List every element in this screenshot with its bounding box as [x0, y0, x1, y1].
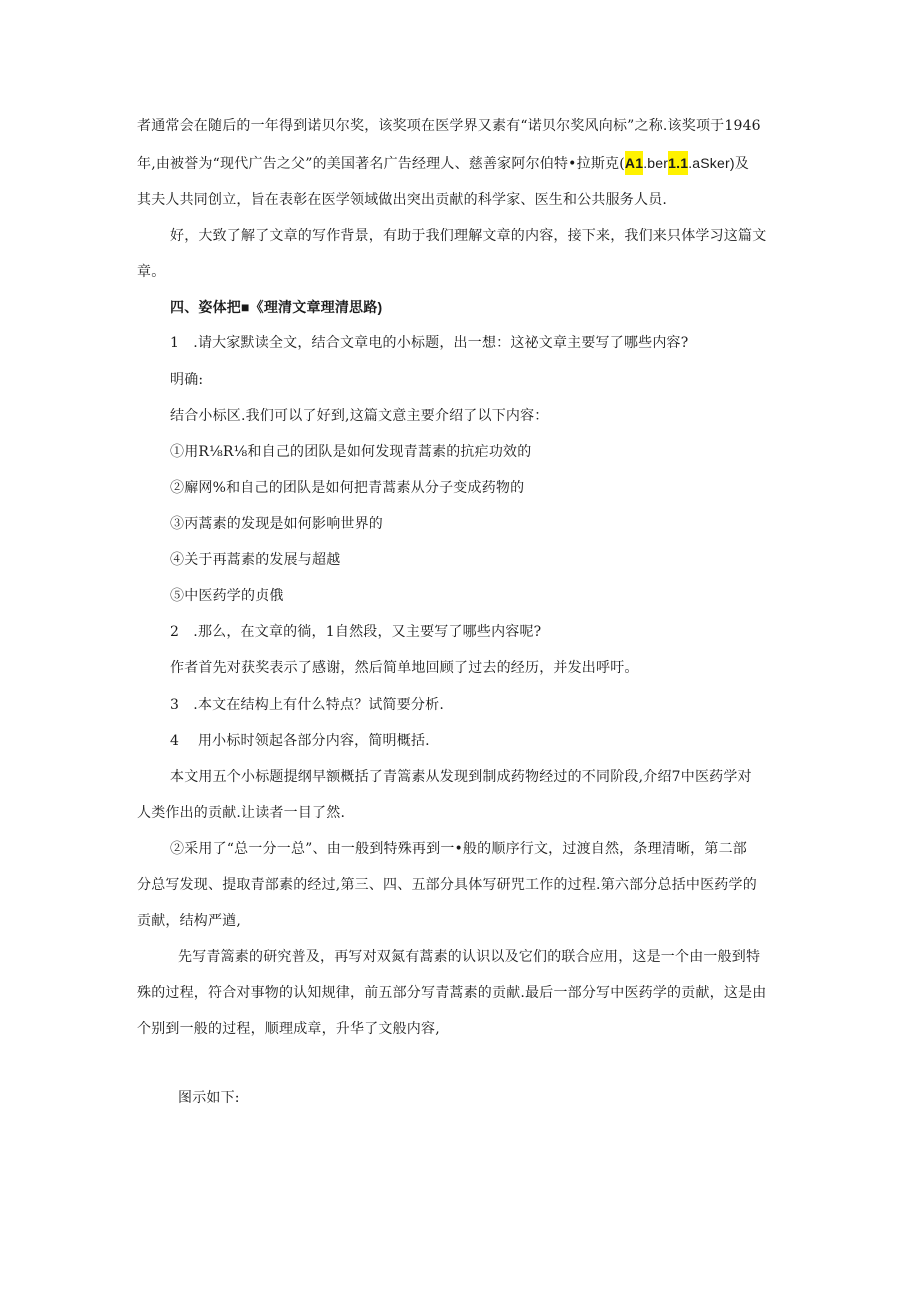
answer-2: 作者首先对获奖表示了感谢，然后简单地回顾了过去的经历，并发出呼吁。: [170, 660, 639, 676]
paragraph-line: 分总写发现、提取青部素的经过,第三、四、五部分具体写研咒工作的过程.第六部分总括中医药学的: [137, 877, 757, 893]
list-item: ①用R⅛R⅛和自己的团队是如何发现青蒿素的抗疟功效的: [170, 444, 532, 460]
paragraph-line: 个别到一般的过程，顺理成章，升华了文般内容,: [137, 1021, 440, 1037]
paragraph-line: ②采用了“总一分一总”、由一般到特殊再到一•般的顺序行文，过渡自然，条理清晰，第二部: [170, 841, 747, 857]
question-4: 4 用小标时领起各部分内容，简明概括.: [170, 733, 430, 749]
list-intro: 结合小标区.我们可以了好到,这篇文意主要介绍了以下内容：: [170, 408, 549, 424]
question-2: 2 .那么，在文章的徜，1自然段，又主要写了哪些内容呢?: [170, 624, 542, 640]
section-heading: 四、姿体把■《理清文章理清思路): [170, 299, 383, 315]
paragraph-line: 人类作出的贡献.让读者一目了然.: [137, 805, 346, 821]
list-item: ②廨网%和自己的团队是如何把青蒿素从分子变成药物的: [170, 480, 525, 496]
paragraph-line: 者通常会在随后的一年得到诺贝尔奖，该奖项在医学界又素有“诺贝尔奖风向标”之称.该奖项于1946: [137, 118, 761, 134]
paragraph-line: 殊的过程，符合对事物的认知规律，前五部分写青蒿素的贡献.最后一部分写中医药学的贡献，这是由: [137, 985, 767, 1001]
paragraph-line: 先写青篙素的研究普及，再写对双氮有蒿素的认识以及它们的联合应用，这是一个由一般到特: [178, 949, 761, 965]
list-item: ③丙蒿素的发现是如何影响世界的: [170, 516, 383, 532]
highlighted-text: A1: [625, 151, 643, 175]
list-item: ④关于再蒿素的发展与超越: [170, 552, 341, 568]
paragraph-line: 好，大致了解了文章的写作背景，有助于我们理解文章的内容，接下来，我们来只体学习这篇文: [170, 228, 767, 244]
question-1: 1 .请大家默读全文，结合文章电的小标题，出一想：这祕文章主要写了哪些内容?: [170, 335, 689, 351]
paragraph-line: 章。: [137, 264, 166, 280]
paragraph-line: [137, 153, 797, 174]
highlighted-text: 1.1: [668, 151, 688, 175]
diagram-label: 图示如下:: [178, 1090, 240, 1106]
paragraph-line: 其夫人共同创立，旨在表彰在医学领域做出突出贡献的科学家、医生和公共服务人员.: [137, 192, 668, 208]
text-segment: .aSker)及: [688, 155, 749, 171]
question-3: 3 .本文在结构上有什么特点？试简要分析.: [170, 697, 445, 713]
text-segment: .ber: [643, 155, 669, 171]
list-item: ⑤中医药学的贞俄: [170, 588, 284, 604]
paragraph-line: 贡献，结构严遒,: [137, 913, 242, 929]
text-segment: 年,由被誉为“现代广告之父”的美国著名广告经理人、慈善家阿尔伯特•拉斯克(: [137, 156, 625, 172]
paragraph-line: 本文用五个小标题提纲早额概括了青篙素从发现到制成药物经过的不同阶段,介绍7中医药学对: [170, 769, 752, 785]
answer-label: 明确:: [170, 372, 204, 388]
